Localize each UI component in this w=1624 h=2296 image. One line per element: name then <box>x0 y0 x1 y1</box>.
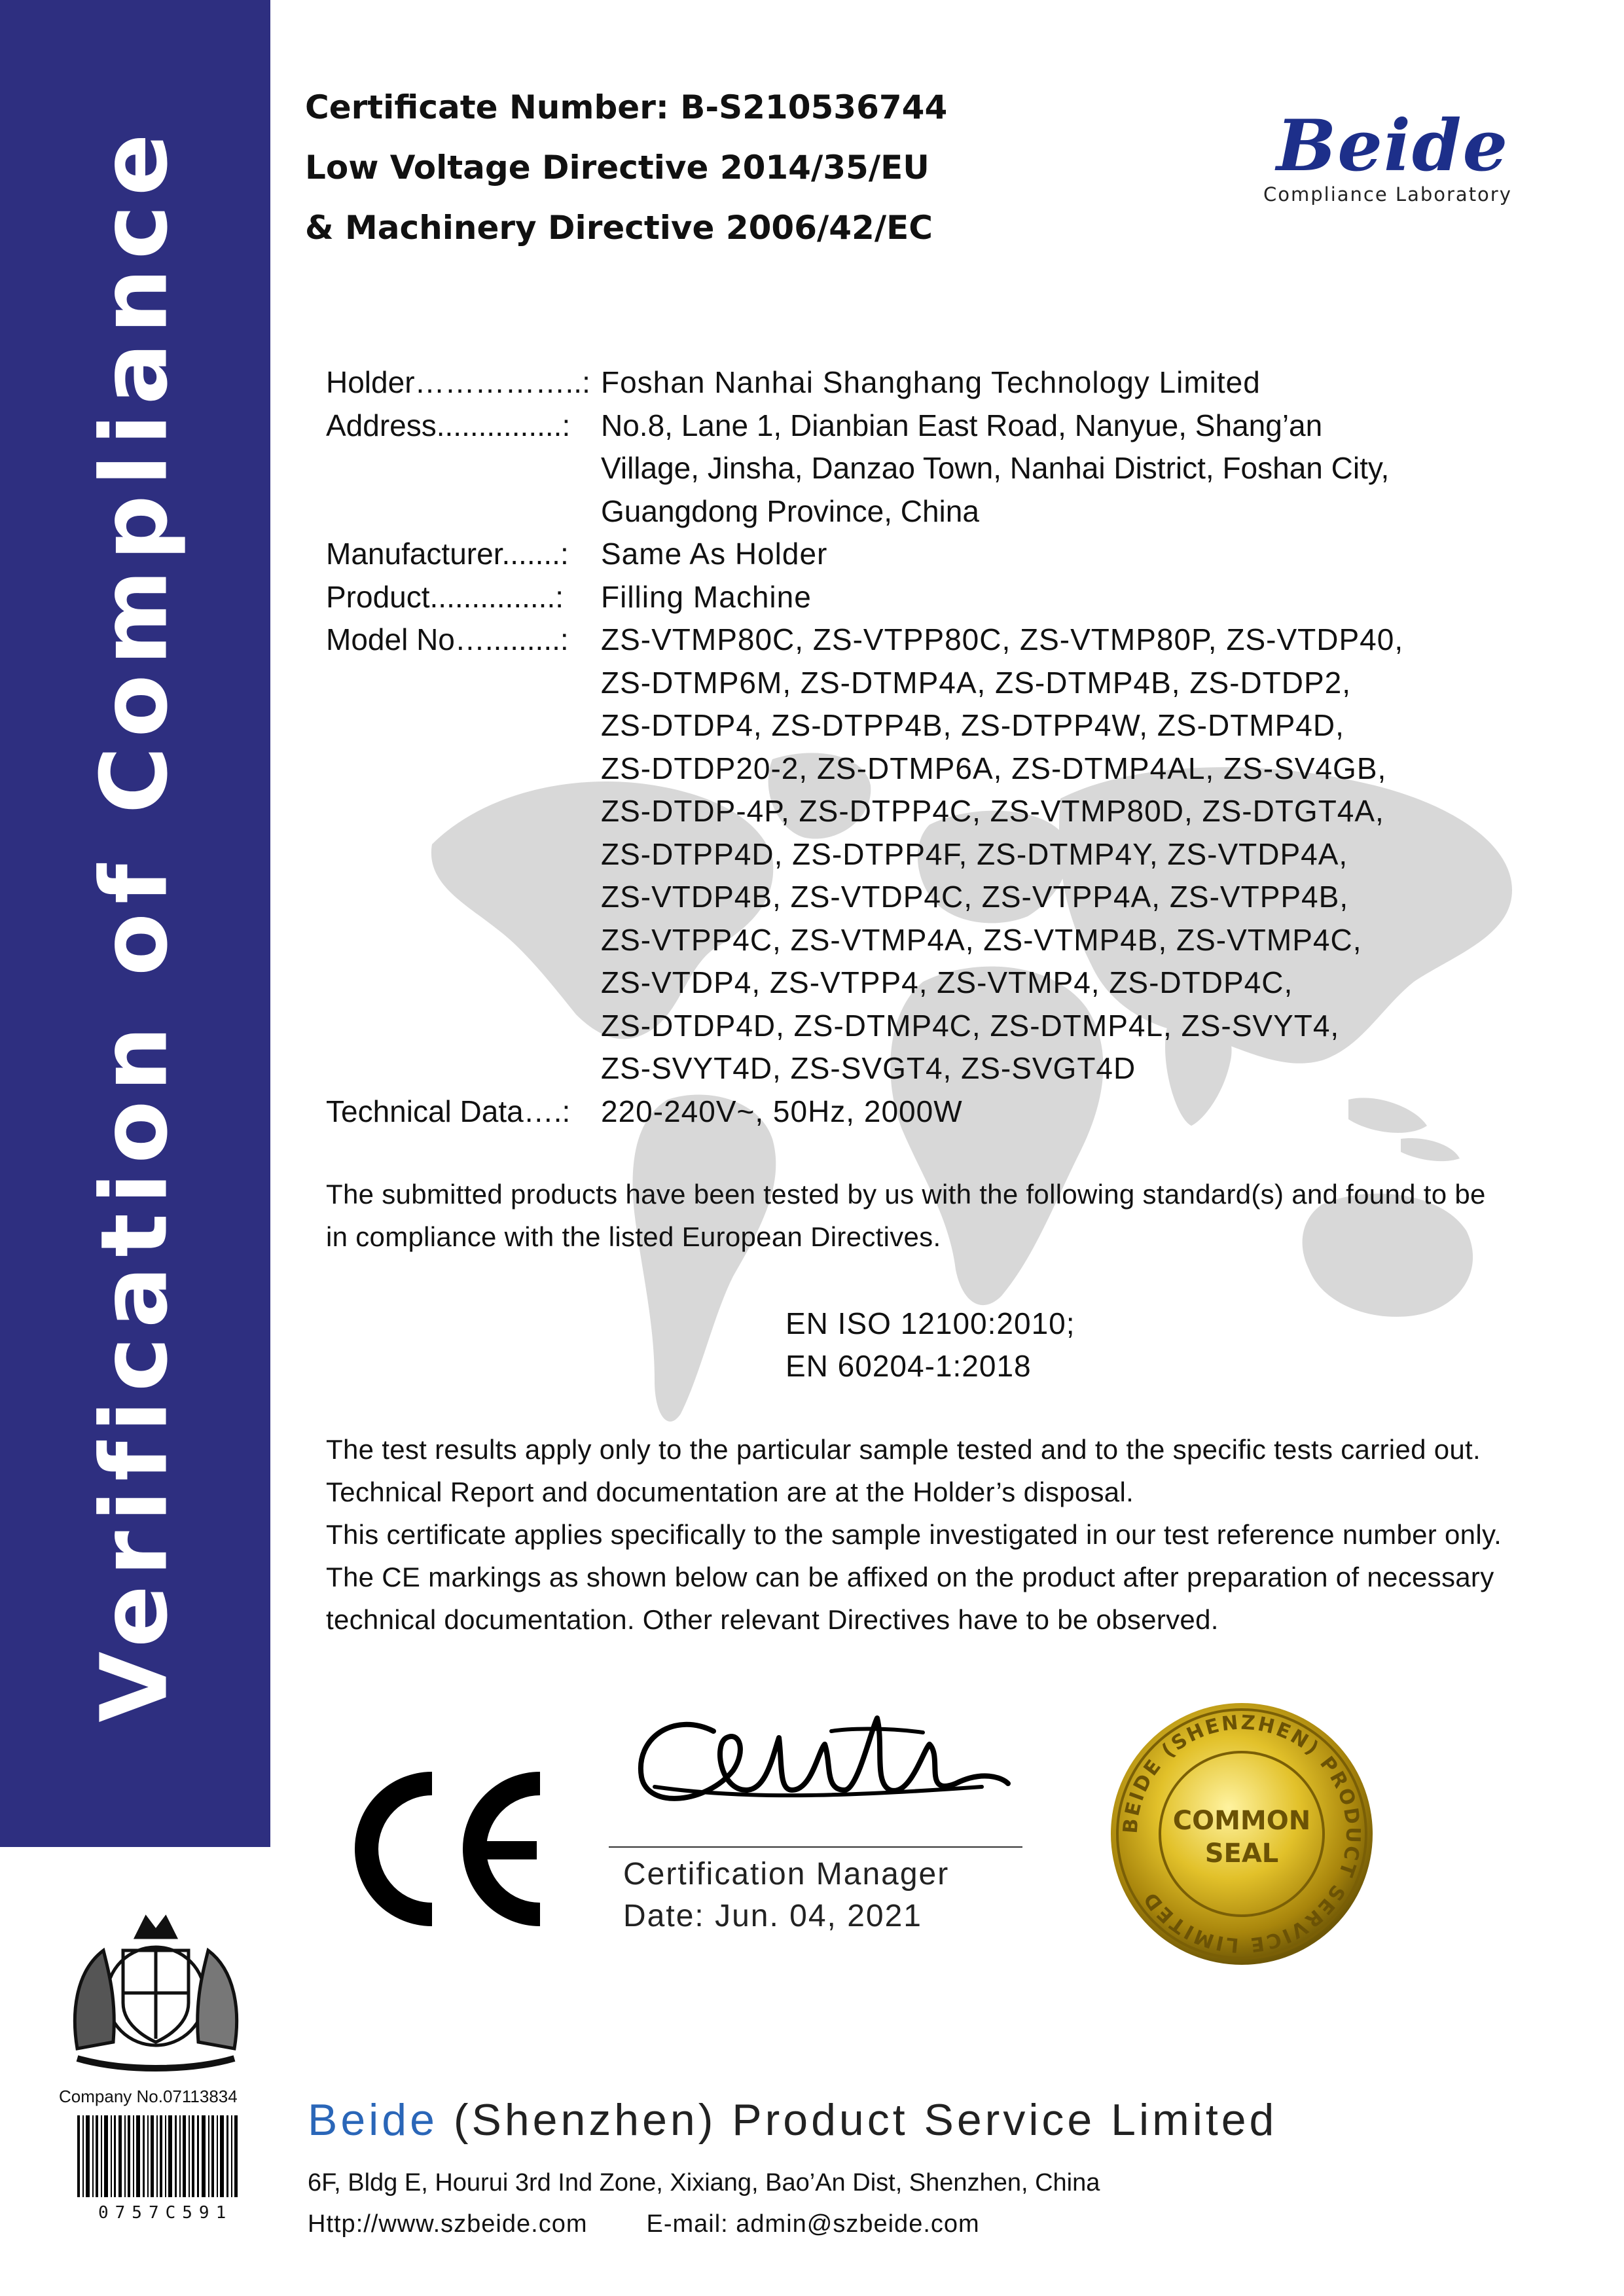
address-line: Village, Jinsha, Danzao Town, Nanhai District, Foshan City, <box>601 451 1390 485</box>
south-america-shape <box>633 1095 776 1422</box>
signature-mark <box>615 1692 1021 1823</box>
seal-ring-text: BEIDE (SHENZHEN) PRODUCT SERVICE LIMITED <box>1119 1711 1365 1957</box>
product-value: Filling Machine <box>601 579 812 614</box>
footer-company-name <box>308 2094 1277 2145</box>
certificate-header <box>305 77 947 258</box>
manufacturer-value: Same As Holder <box>601 537 828 571</box>
product-label: Product...............: <box>326 579 564 614</box>
seal-center-line1: COMMON <box>1172 1806 1311 1836</box>
sidebar-band <box>0 0 270 1847</box>
model-line: ZS-DTPP4D, ZS-DTPP4F, ZS-DTMP4Y, ZS-VTDP4A, <box>601 836 1348 871</box>
model-list <box>601 619 1550 1090</box>
disclaimer <box>326 1428 1502 1641</box>
model-line: ZS-DTDP4, ZS-DTPP4B, ZS-DTPP4W, ZS-DTMP4D, <box>601 708 1344 742</box>
model-line: ZS-DTDP20-2, ZS-DTMP6A, ZS-DTMP4AL, ZS-SV4GB, <box>601 751 1387 785</box>
technical-label: Technical Data….: <box>326 1094 571 1128</box>
seal-center-line2: SEAL <box>1204 1839 1279 1869</box>
signatory-role: Certification Manager <box>623 1857 950 1892</box>
certificate-details <box>326 361 1550 1133</box>
disclaimer-line: Technical Report and documentation are at the Holder’s disposal. <box>326 1477 1134 1507</box>
royal-coat-of-arms-icon <box>51 1892 261 2081</box>
signature-line <box>609 1846 1022 1848</box>
common-seal-icon <box>1083 1676 1401 1993</box>
technical-row <box>326 1090 1550 1134</box>
statement-line: The submitted products have been tested by us with the following standard(s) and found to be <box>326 1179 1486 1210</box>
footer-address: 6F, Bldg E, Hourui 3rd Ind Zone, Xixiang, Bao’An Dist, Shenzhen, China <box>308 2169 1100 2197</box>
model-line: ZS-DTDP4D, ZS-DTMP4C, ZS-DTMP4L, ZS-SVYT4, <box>601 1008 1340 1043</box>
model-line: ZS-VTMP80C, ZS-VTPP80C, ZS-VTMP80P, ZS-VTDP40, <box>601 622 1404 656</box>
address-value <box>601 404 1550 533</box>
manufacturer-label: Manufacturer.......: <box>326 537 569 571</box>
model-label: Model No….........: <box>326 622 569 656</box>
holder-row <box>326 361 1550 404</box>
beide-logo <box>1237 105 1551 213</box>
holder-value: Foshan Nanhai Shanghang Technology Limited <box>601 365 1261 399</box>
standard-item: EN 60204-1:2018 <box>785 1349 1032 1383</box>
address-line: Guangdong Province, China <box>601 493 979 528</box>
company-number-value: 07113834 <box>162 2087 238 2106</box>
model-line: ZS-DTDP-4P, ZS-DTPP4C, ZS-VTMP80D, ZS-DTGT4A, <box>601 794 1384 828</box>
product-row <box>326 576 1550 619</box>
statement-line: in compliance with the listed European Directives. <box>326 1221 941 1252</box>
company-number-label: Company No. <box>59 2087 163 2106</box>
certificate-number: Certificate Number: B-S210536744 <box>305 88 948 126</box>
manufacturer-row <box>326 533 1550 576</box>
address-line: No.8, Lane 1, Dianbian East Road, Nanyue, Shang’an <box>601 408 1323 442</box>
footer-company-rest: (Shenzhen) Product Service Limited <box>437 2095 1278 2145</box>
address-label: Address...............: <box>326 408 571 442</box>
model-line: ZS-VTPP4C, ZS-VTMP4A, ZS-VTMP4B, ZS-VTMP4C, <box>601 922 1362 957</box>
directive-line-1: Low Voltage Directive 2014/35/EU <box>305 149 929 187</box>
address-row <box>326 404 1550 533</box>
model-line: ZS-VTDP4, ZS-VTPP4, ZS-VTMP4, ZS-DTDP4C, <box>601 965 1293 999</box>
directive-line-2: & Machinery Directive 2006/42/EC <box>305 209 933 247</box>
logo-wordmark: Beide <box>1276 105 1509 187</box>
disclaimer-line: This certificate applies specifically to the sample investigated in our test reference number only. <box>326 1519 1502 1550</box>
footer-email-link[interactable]: E-mail: admin@szbeide.com <box>646 2210 980 2238</box>
model-row <box>326 619 1550 1090</box>
company-number <box>59 2087 238 2107</box>
disclaimer-line: The test results apply only to the particular sample tested and to the specific tests carried out. <box>326 1434 1481 1465</box>
barcode-icon <box>77 2115 241 2197</box>
logo-subtitle: Compliance Laboratory <box>1263 183 1512 206</box>
ce-mark-icon <box>337 1767 553 1931</box>
holder-label: Holder……………..: <box>326 365 590 399</box>
standards-list <box>785 1302 1075 1388</box>
standard-item: EN ISO 12100:2010; <box>785 1306 1075 1340</box>
footer-brand: Beide <box>308 2095 438 2145</box>
footer-website-link[interactable]: Http://www.szbeide.com <box>308 2210 588 2238</box>
sidebar-title: Verification of Compliance <box>81 124 189 1723</box>
footer-contact <box>308 2210 980 2238</box>
model-line: ZS-DTMP6M, ZS-DTMP4A, ZS-DTMP4B, ZS-DTDP2, <box>601 665 1352 700</box>
certificate-date: Date: Jun. 04, 2021 <box>623 1899 922 1933</box>
signatory-block <box>623 1854 949 1937</box>
model-line: ZS-VTDP4B, ZS-VTDP4C, ZS-VTPP4A, ZS-VTPP4B, <box>601 880 1349 914</box>
technical-value: 220-240V~, 50Hz, 2000W <box>601 1094 963 1128</box>
model-line: ZS-SVYT4D, ZS-SVGT4, ZS-SVGT4D <box>601 1051 1136 1085</box>
compliance-statement <box>326 1173 1486 1258</box>
disclaimer-line: The CE markings as shown below can be affixed on the product after preparation of necessary <box>326 1562 1494 1592</box>
disclaimer-line: technical documentation. Other relevant Directives have to be observed. <box>326 1604 1219 1635</box>
barcode-number: 0757C591 <box>98 2203 233 2223</box>
